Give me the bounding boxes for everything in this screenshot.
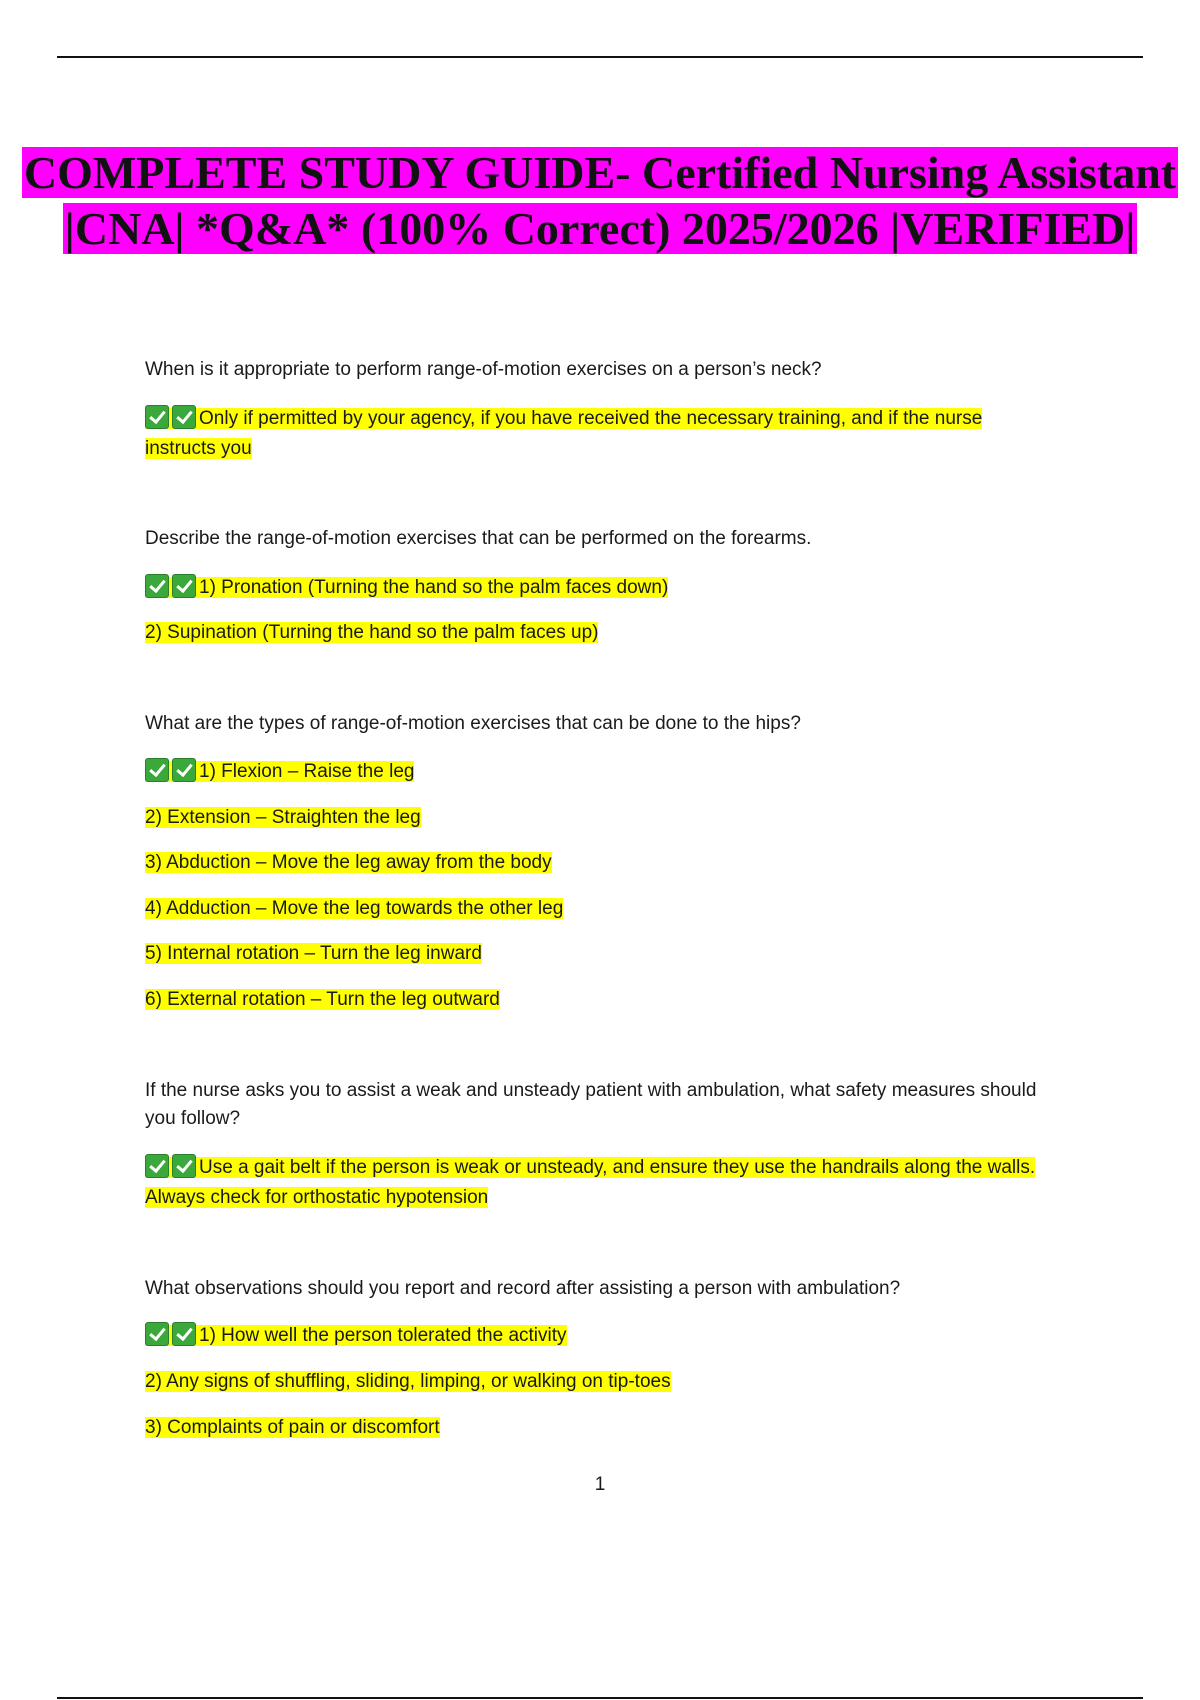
answer-text: 6) External rotation – Turn the leg outward — [145, 989, 500, 1010]
check-icon — [145, 574, 169, 598]
check-icon — [145, 1154, 169, 1178]
check-icon — [145, 1322, 169, 1346]
check-icon — [172, 405, 196, 429]
question-2: Describe the range-of-motion exercises that can be performed on the forearms. — [145, 528, 812, 549]
check-icon — [172, 1154, 196, 1178]
question-5: What observations should you report and record after assisting a person with ambulation? — [145, 1278, 901, 1299]
check-icon — [172, 758, 196, 782]
question-1: When is it appropriate to perform range-of-motion exercises on a person’s neck? — [145, 359, 822, 380]
check-icon — [145, 405, 169, 429]
answer-5-line-3 — [145, 1413, 1050, 1443]
answer-text: 3) Complaints of pain or discomfort — [145, 1417, 440, 1438]
page-number: 1 — [594, 1474, 606, 1495]
answer-3-line-4 — [145, 894, 1050, 924]
answer-5-line-1 — [145, 1321, 1050, 1351]
footer-rule — [57, 1697, 1143, 1699]
answer-text: 2) Supination (Turning the hand so the palm faces up) — [145, 622, 599, 643]
answer-text: Only if permitted by your agency, if you have received the necessary training, and if the nurse instructs you — [145, 408, 983, 459]
answer-3-line-1 — [145, 757, 1050, 787]
answer-text: 1) Pronation (Turning the hand so the palm faces down) — [199, 577, 669, 598]
answer-5-line-2 — [145, 1367, 1050, 1397]
header-rule — [57, 56, 1143, 58]
answer-text: 4) Adduction – Move the leg towards the other leg — [145, 898, 564, 919]
question-4: If the nurse asks you to assist a weak and unsteady patient with ambulation, what safety measures should you follow? — [145, 1080, 1037, 1129]
answer-text: 1) Flexion – Raise the leg — [199, 761, 415, 782]
answer-2-line-2 — [145, 618, 1050, 648]
answer-3-line-6 — [145, 985, 1050, 1015]
answer-3-line-2 — [145, 803, 1050, 833]
answer-2-line-1 — [145, 573, 1050, 603]
answer-text: 5) Internal rotation – Turn the leg inward — [145, 943, 482, 964]
answer-text: 3) Abduction – Move the leg away from the body — [145, 852, 552, 873]
answer-3-line-5 — [145, 939, 1050, 969]
answer-text: Use a gait belt if the person is weak or unsteady, and ensure they use the handrails along the walls. Always check for orthostatic hypotension — [145, 1157, 1036, 1208]
answer-4-line-1 — [145, 1153, 1050, 1213]
question-3: What are the types of range-of-motion exercises that can be done to the hips? — [145, 713, 801, 734]
answer-text: 1) How well the person tolerated the activity — [199, 1325, 567, 1346]
answer-3-line-3 — [145, 848, 1050, 878]
check-icon — [145, 758, 169, 782]
check-icon — [172, 1322, 196, 1346]
answer-1-line-1 — [145, 404, 1050, 464]
answer-text: 2) Any signs of shuffling, sliding, limping, or walking on tip-toes — [145, 1371, 671, 1392]
title-block — [0, 145, 1200, 257]
answer-text: 2) Extension – Straighten the leg — [145, 807, 421, 828]
document-title: COMPLETE STUDY GUIDE- Certified Nursing Assistant |CNA| *Q&A* (100% Correct) 2025/2026 |VERIFIED| — [23, 147, 1177, 254]
check-icon — [172, 574, 196, 598]
